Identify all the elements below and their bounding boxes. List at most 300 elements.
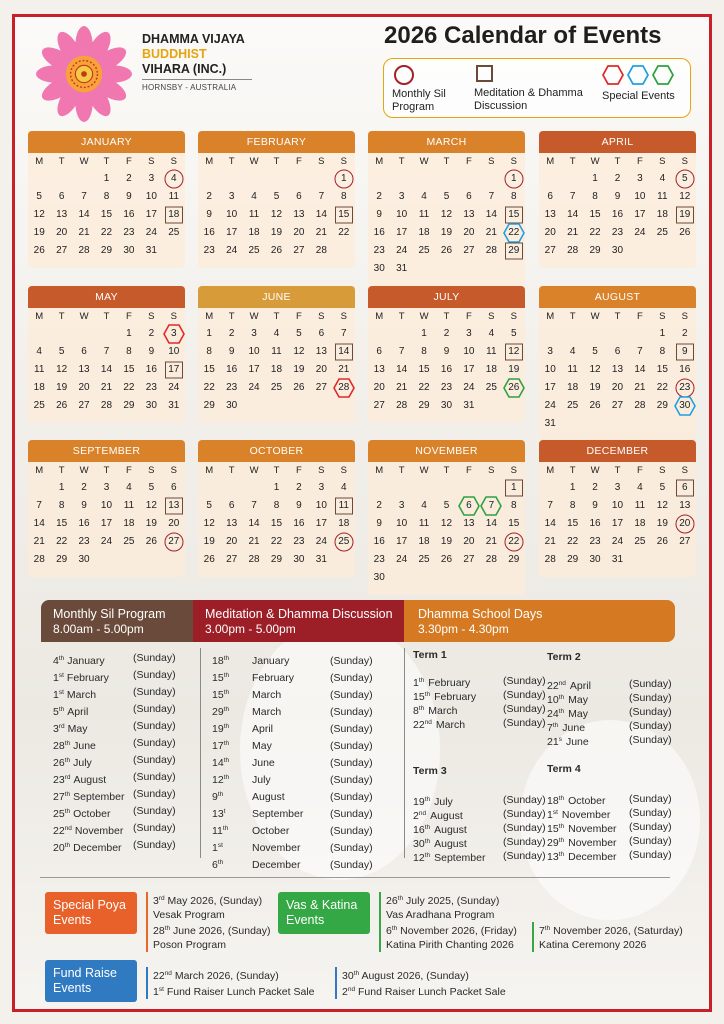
day-cell-sil: 1 — [503, 170, 525, 188]
date-weekday: (Sunday) — [629, 678, 672, 690]
weekday-label: S — [340, 156, 347, 167]
date-number: 12 — [212, 774, 224, 786]
day-cell: 19 — [270, 227, 283, 238]
day-cell: 7 — [81, 191, 87, 202]
school-date — [547, 848, 672, 864]
month-header: MAY — [28, 286, 185, 308]
weekday-label: W — [79, 156, 89, 167]
day-cell: 11 — [168, 191, 179, 202]
empty-cell — [435, 479, 457, 497]
month-header: APRIL — [539, 131, 696, 153]
meditation-band — [193, 600, 407, 642]
date-weekday: (Sunday) — [629, 807, 672, 819]
date-row — [53, 837, 183, 854]
day-cell: 25 — [168, 227, 180, 238]
day-cell: 25 — [270, 382, 283, 393]
day-cell: 29 — [203, 400, 215, 411]
date-month: August — [430, 810, 463, 822]
date-suffix: th — [223, 706, 230, 713]
date-number: 30 — [413, 838, 425, 850]
event-date: May 2026, (Sunday) — [164, 895, 263, 907]
weekday-label: F — [637, 156, 643, 167]
month-header: AUGUST — [539, 286, 696, 308]
empty-cell — [413, 479, 435, 497]
date-month: April — [569, 680, 591, 692]
day-cell-sil: 27 — [163, 533, 185, 551]
date-suffix: th — [223, 757, 230, 764]
date-month: November — [252, 842, 301, 854]
day-cell: 29 — [567, 554, 579, 565]
hexagon-blue-icon — [674, 396, 696, 416]
weekday-label: W — [590, 156, 600, 167]
day-cell: 11 — [271, 346, 282, 357]
day-cell: 13 — [226, 518, 238, 529]
day-cell: 14 — [248, 518, 260, 529]
date-weekday: (Sunday) — [503, 717, 546, 729]
day-cell-meditation: 1 — [503, 479, 525, 497]
meditation-square-icon — [335, 207, 353, 224]
date-weekday: (Sunday) — [330, 842, 373, 854]
day-cell: 19 — [440, 227, 453, 238]
day-cell: 12 — [589, 364, 601, 375]
day-cell: 14 — [396, 364, 408, 375]
date-day — [212, 854, 252, 874]
day-cell: 14 — [485, 209, 497, 220]
org-line-2: BUDDHIST — [142, 47, 207, 61]
event-date: August 2026, (Sunday) — [359, 970, 469, 982]
empty-cell — [458, 479, 480, 497]
day-cell: 29 — [270, 554, 283, 565]
day-cell: 26 — [589, 400, 601, 411]
org-line-1: DHAMMA VIJAYA — [142, 32, 245, 46]
day-cell: 28 — [248, 554, 260, 565]
divider — [40, 877, 670, 878]
date-suffix: th — [223, 689, 230, 696]
day-cell: 7 — [569, 191, 576, 202]
meditation-square-icon — [505, 207, 523, 224]
day-cell: 6 — [81, 346, 87, 357]
day-cell: 19 — [203, 536, 215, 547]
empty-cell — [73, 170, 95, 188]
empty-cell — [480, 479, 502, 497]
day-cell: 2 — [376, 500, 382, 511]
day-cell: 11 — [418, 209, 430, 220]
empty-cell — [539, 325, 561, 343]
day-cell: 8 — [206, 346, 212, 357]
date-weekday: (Sunday) — [133, 839, 176, 851]
date-row — [212, 650, 382, 667]
fund-raise-label-2: Events — [53, 981, 92, 995]
meditation-square-icon — [165, 362, 183, 379]
day-cell: 10 — [611, 500, 624, 511]
vas-katina-label — [278, 892, 370, 934]
month-header: JANUARY — [28, 131, 185, 153]
month-header: NOVEMBER — [368, 440, 525, 462]
weekday-label: T — [569, 311, 576, 322]
day-cell: 13 — [544, 209, 556, 220]
day-cell: 13 — [78, 364, 90, 375]
date-number: 27 — [53, 791, 65, 803]
legend-sil-label-2: Program — [392, 101, 435, 113]
day-cell: 10 — [145, 191, 157, 202]
sil-circle-icon — [504, 533, 523, 552]
weekday-header — [28, 462, 185, 479]
day-cell: 27 — [463, 554, 475, 565]
date-number: 22 — [53, 825, 65, 837]
date-suffix: th — [558, 694, 565, 701]
date-number: 15 — [212, 689, 224, 701]
day-cell: 30 — [293, 554, 305, 565]
day-cell: 26 — [656, 536, 668, 547]
weekday-label: T — [103, 465, 110, 476]
empty-cell — [198, 479, 220, 497]
empty-cell — [561, 170, 583, 188]
day-cell: 4 — [126, 482, 132, 493]
sil-band-title: Monthly Sil Program — [53, 607, 166, 621]
day-cell: 19 — [440, 536, 453, 547]
day-cell: 21 — [100, 382, 113, 393]
sil-circle-icon — [394, 65, 414, 85]
day-grid — [28, 170, 185, 260]
date-suffix: t — [223, 808, 226, 815]
day-cell: 23 — [293, 536, 305, 547]
day-cell: 3 — [547, 346, 553, 357]
date-month: February — [252, 672, 295, 684]
day-cell: 12 — [440, 209, 453, 220]
day-cell: 14 — [100, 364, 113, 375]
date-weekday: (Sunday) — [133, 737, 176, 749]
weekday-label: T — [228, 156, 235, 167]
day-cell: 4 — [637, 482, 643, 493]
empty-cell — [435, 170, 457, 188]
day-cell: 13 — [463, 518, 475, 529]
event-day: 22 — [153, 970, 165, 982]
day-cell: 22 — [338, 227, 350, 238]
day-cell: 2 — [614, 173, 621, 184]
event-day: 26 — [386, 895, 398, 907]
date-row — [212, 803, 382, 820]
date-weekday: (Sunday) — [330, 774, 373, 786]
hexagon-red-icon — [163, 324, 185, 344]
day-cell: 15 — [123, 364, 135, 375]
day-cell: 16 — [373, 536, 385, 547]
date-month: December — [73, 842, 122, 854]
empty-cell — [220, 479, 242, 497]
day-cell: 5 — [148, 482, 155, 493]
weekday-label: S — [510, 465, 517, 476]
empty-cell — [310, 170, 332, 188]
fund-raise-label — [45, 960, 137, 1002]
day-cell: 28 — [485, 554, 497, 565]
day-cell: 20 — [168, 518, 180, 529]
event-day: 6 — [386, 925, 392, 937]
weekday-label: F — [466, 156, 472, 167]
day-cell: 25 — [485, 382, 497, 393]
day-cell: 10 — [100, 500, 113, 511]
empty-cell — [265, 170, 287, 188]
weekday-label: T — [614, 311, 621, 322]
empty-cell — [288, 170, 310, 188]
meditation-square-icon — [335, 498, 353, 515]
day-cell: 30 — [226, 400, 238, 411]
day-cell: 3 — [148, 173, 155, 184]
day-cell: 1 — [569, 482, 576, 493]
school-date — [413, 849, 546, 865]
day-cell: 10 — [168, 346, 180, 357]
day-cell-sil: 20 — [674, 515, 696, 533]
school-band — [404, 600, 675, 642]
sil-circle-icon — [334, 170, 353, 189]
date-row — [212, 735, 382, 752]
day-cell: 23 — [78, 536, 90, 547]
school-band-time: 3.30pm - 4.30pm — [418, 622, 509, 636]
event-day-suffix: rd — [158, 895, 165, 902]
empty-cell — [368, 479, 390, 497]
weekday-label: T — [443, 156, 450, 167]
day-cell: 9 — [443, 346, 450, 357]
day-cell: 14 — [544, 518, 556, 529]
day-cell: 15 — [567, 518, 579, 529]
day-cell: 13 — [463, 209, 475, 220]
day-cell: 22 — [270, 536, 283, 547]
weekday-label: T — [58, 311, 65, 322]
date-number: 23 — [53, 774, 65, 786]
date-row — [53, 684, 183, 701]
date-number: 5 — [53, 706, 59, 718]
day-cell: 17 — [248, 364, 260, 375]
month-december — [539, 440, 696, 577]
date-month: September — [73, 791, 125, 803]
day-cell: 16 — [123, 209, 135, 220]
weekday-label: S — [170, 311, 177, 322]
day-cell: 30 — [589, 554, 601, 565]
day-cell-special: 6 — [458, 497, 480, 515]
meditation-square-icon — [505, 344, 523, 361]
legend-meditation — [474, 65, 583, 113]
date-month: February — [434, 691, 477, 703]
weekday-label: S — [488, 156, 495, 167]
weekday-label: T — [58, 156, 65, 167]
day-cell-sil: 25 — [333, 533, 355, 551]
date-month: July — [73, 757, 92, 769]
day-cell: 28 — [33, 554, 45, 565]
empty-cell — [50, 170, 72, 188]
date-number: 20 — [53, 842, 65, 854]
date-suffix: th — [223, 774, 230, 781]
meditation-dates-list — [212, 650, 382, 871]
weekday-label: T — [614, 465, 621, 476]
day-cell: 2 — [81, 482, 87, 493]
day-cell: 30 — [611, 245, 624, 256]
day-cell: 5 — [58, 346, 65, 357]
lotus-logo-icon — [36, 26, 132, 122]
day-cell: 10 — [396, 518, 408, 529]
day-cell-meditation: 15 — [503, 206, 525, 224]
day-cell: 3 — [251, 328, 257, 339]
date-suffix: th — [223, 723, 230, 730]
weekday-label: F — [637, 311, 643, 322]
weekday-label: T — [569, 156, 576, 167]
date-suffix: st — [58, 672, 64, 679]
weekday-label: S — [681, 465, 688, 476]
day-cell: 16 — [78, 518, 90, 529]
meditation-square-icon — [165, 498, 183, 515]
day-cell: 4 — [251, 191, 257, 202]
date-row — [53, 786, 183, 803]
day-cell: 24 — [396, 554, 408, 565]
day-cell: 20 — [611, 382, 624, 393]
weekday-label: S — [659, 156, 666, 167]
day-grid — [539, 325, 696, 433]
hexagon-red-icon — [602, 65, 624, 85]
day-cell: 14 — [315, 209, 327, 220]
date-row — [53, 701, 183, 718]
day-cell: 1 — [421, 328, 427, 339]
month-header: FEBRUARY — [198, 131, 355, 153]
date-month: March — [428, 705, 458, 717]
empty-cell — [390, 479, 412, 497]
day-cell: 20 — [226, 536, 238, 547]
day-cell-special: 28 — [333, 379, 355, 397]
date-weekday: (Sunday) — [133, 686, 176, 698]
date-row — [53, 735, 183, 752]
org-location: HORNSBY - AUSTRALIA — [142, 83, 237, 92]
weekday-label: W — [419, 156, 429, 167]
event-day-suffix: th — [544, 925, 551, 932]
day-cell-meditation: 14 — [333, 343, 355, 361]
day-cell: 16 — [679, 364, 691, 375]
date-weekday: (Sunday) — [330, 859, 373, 871]
day-cell: 7 — [103, 346, 110, 357]
date-number: 4 — [53, 655, 59, 667]
event-day: 30 — [342, 970, 354, 982]
weekday-header — [368, 462, 525, 479]
date-row — [212, 854, 382, 871]
date-number: 18 — [212, 655, 224, 667]
day-cell: 7 — [488, 191, 495, 202]
date-suffix: st — [58, 689, 64, 696]
day-cell: 29 — [123, 400, 135, 411]
day-cell: 2 — [126, 173, 132, 184]
term-title: Term 2 — [547, 651, 581, 663]
day-cell: 26 — [270, 245, 283, 256]
day-cell: 17 — [145, 209, 157, 220]
empty-cell — [73, 325, 95, 343]
date-weekday: (Sunday) — [503, 836, 546, 848]
date-weekday: (Sunday) — [629, 706, 672, 718]
weekday-label: F — [466, 311, 472, 322]
weekday-label: M — [205, 465, 214, 476]
vas-katina-label-2: Events — [286, 913, 325, 927]
date-suffix: th — [58, 706, 65, 713]
event-fund-raiser-2 — [335, 967, 506, 999]
date-month: June — [73, 740, 96, 752]
day-cell: 20 — [463, 536, 475, 547]
day-cell: 17 — [611, 518, 624, 529]
day-cell: 19 — [56, 382, 68, 393]
day-cell: 9 — [592, 500, 598, 511]
day-cell: 11 — [123, 500, 135, 511]
date-weekday: (Sunday) — [503, 675, 546, 687]
date-suffix: th — [424, 838, 431, 845]
day-cell: 24 — [315, 536, 327, 547]
day-cell: 22 — [56, 536, 68, 547]
empty-cell — [220, 170, 242, 188]
day-cell: 4 — [36, 346, 42, 357]
day-cell: 8 — [511, 191, 517, 202]
date-row — [212, 752, 382, 769]
day-cell: 5 — [511, 328, 517, 339]
date-number: 29 — [212, 706, 224, 718]
day-cell: 10 — [226, 209, 238, 220]
empty-cell — [458, 170, 480, 188]
empty-cell — [390, 325, 412, 343]
day-cell-meditation: 29 — [503, 242, 525, 260]
day-cell: 31 — [396, 263, 408, 274]
day-cell: 1 — [103, 173, 110, 184]
day-cell: 2 — [682, 328, 688, 339]
event-name: Poson Program — [153, 939, 226, 951]
month-header: SEPTEMBER — [28, 440, 185, 462]
day-cell: 9 — [296, 500, 302, 511]
day-cell: 21 — [248, 536, 260, 547]
day-cell: 31 — [315, 554, 327, 565]
event-date: November 2026, (Saturday) — [550, 925, 683, 937]
day-cell: 5 — [592, 346, 598, 357]
day-cell: 20 — [315, 364, 327, 375]
day-cell: 31 — [611, 554, 624, 565]
day-cell: 11 — [418, 518, 430, 529]
meditation-band-time: 3.00pm - 5.00pm — [205, 622, 296, 636]
hexagon-green-icon — [458, 496, 480, 516]
date-weekday: (Sunday) — [503, 703, 546, 715]
day-cell: 17 — [463, 364, 475, 375]
event-day: 7 — [539, 925, 545, 937]
day-cell: 23 — [203, 245, 215, 256]
weekday-label: T — [103, 311, 110, 322]
hexagon-green-icon — [503, 378, 525, 398]
day-cell: 2 — [376, 191, 382, 202]
day-cell-meditation: 11 — [333, 497, 355, 515]
date-suffix: th — [558, 708, 565, 715]
date-number: 13 — [212, 808, 224, 820]
weekday-label: M — [546, 156, 555, 167]
day-cell: 3 — [466, 328, 472, 339]
date-row — [212, 667, 382, 684]
date-row — [53, 769, 183, 786]
date-number: 15 — [413, 691, 425, 703]
day-cell: 24 — [611, 536, 624, 547]
day-cell: 30 — [373, 572, 385, 583]
day-grid — [368, 325, 525, 415]
month-february — [198, 131, 355, 268]
day-cell: 16 — [145, 364, 157, 375]
date-month: September — [434, 852, 486, 864]
day-cell: 2 — [296, 482, 302, 493]
sil-circle-icon — [164, 533, 183, 552]
meditation-square-icon — [505, 243, 523, 260]
day-cell: 24 — [100, 536, 113, 547]
event-poson — [146, 922, 271, 952]
date-weekday: (Sunday) — [503, 850, 546, 862]
date-month: October — [568, 795, 606, 807]
date-weekday: (Sunday) — [330, 825, 373, 837]
day-cell: 2 — [148, 328, 155, 339]
date-month: July — [434, 796, 453, 808]
date-month: February — [428, 677, 471, 689]
date-number: 25 — [53, 808, 65, 820]
date-suffix: th — [217, 791, 224, 798]
